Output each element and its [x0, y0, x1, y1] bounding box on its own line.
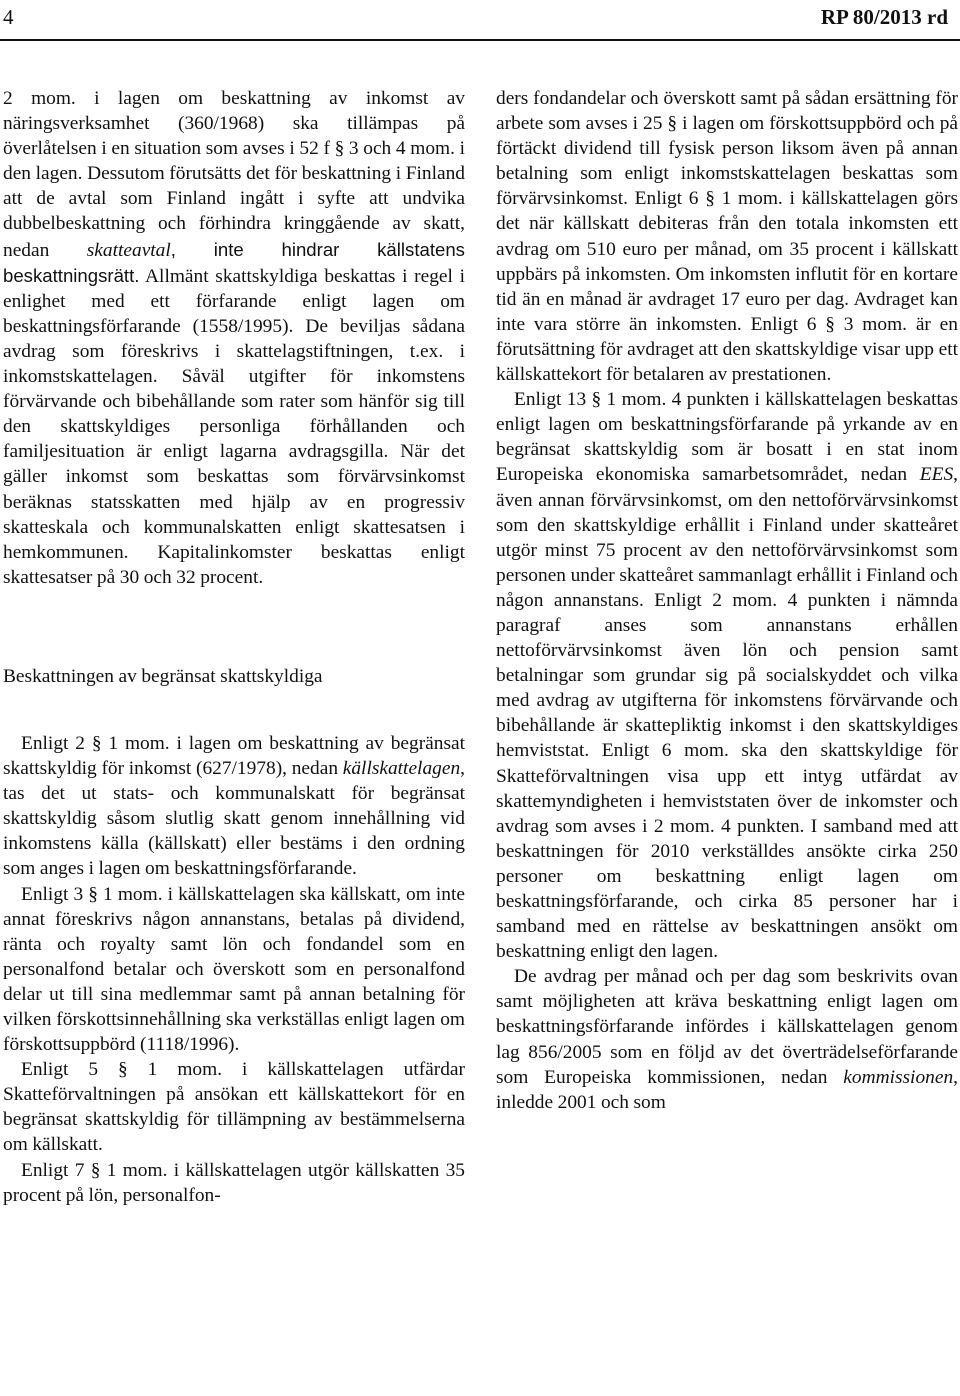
- paragraph-text: 2 mom. i lagen om beskattning av inkomst av näringsverksamhet (360/1968) ska tillämpas på överlåtelsen i en situation som avses i 52 f § 3 och 4 mom. i den lagen. Dessutom förutsätts det för beskattning i Finland att de avtal som Finland ingått i syfte att undvika dubbelbeskattning och förhindra kringgående av skatt, nedan: [3, 88, 465, 261]
- term-kommissionen: kommissionen: [843, 1066, 954, 1088]
- paragraph-text: , inte hindrar källstatens beskattningsrätt.: [3, 238, 465, 286]
- page-header: [0, 0, 960, 40]
- paragraph-deductions: [496, 964, 958, 1115]
- header-rule: [0, 39, 960, 41]
- paragraph-text: Enligt 13 § 1 mom. 4 punkten i källskattelagen beskattas enligt lagen om beskattningsförfarande på yrkande av en begränsat skattskyldig som är bosatt i en stat inom Europeiska ekonomiska samarbetsområdet, nedan: [496, 389, 958, 486]
- page-number: 4: [3, 5, 14, 29]
- paragraph-text: , inledde 2001 och som: [496, 1066, 958, 1113]
- paragraph-text: , tas det ut stats- och kommunalskatt för begränsat skattskyldig såsom slutlig skatt genom innehållning vid inkomstens källa (källskatt) eller bestäms i den ordning som anges i lagen om beskattningsförfarande.: [3, 758, 465, 880]
- paragraph-intro: [3, 86, 465, 590]
- paragraph-text: De avdrag per månad och per dag som beskrivits ovan samt möjligheten att kräva beskattning enligt lagen om beskattningsförfarande infördes i källskattelagen genom lag 856/2005 som en följd av det överträdelseförfarande som Europeiska kommissionen, nedan: [496, 966, 958, 1088]
- section-heading: Beskattningen av begränsat skattskyldiga: [3, 665, 323, 687]
- document-id: RP 80/2013 rd: [820, 5, 948, 29]
- term-skatteavtal: skatteavtal: [86, 239, 171, 261]
- paragraph-13-section-1: [496, 387, 958, 964]
- paragraph-3-section-1: Enligt 3 § 1 mom. i källskattelagen ska källskatt, om inte annat föreskrivs någon annanstans, betalas på dividend, ränta och royalty samt lön och fondandel som en personalfond betalar och överskott som en personalfond delar ut till sina medlemmar samt på annan betalning för vilken förskottsinnehållning ska verkställas enligt lagen om förskottsuppbörd (1118/1996).: [3, 883, 465, 1056]
- term-ees: EES: [919, 464, 954, 486]
- paragraph-5-section-1: Enligt 5 § 1 mom. i källskattelagen utfärdar Skatteförvaltningen på ansökan ett källskattekort för en begränsat skattskyldig för tillämpning av bestämmelserna om källskatt.: [3, 1059, 465, 1156]
- paragraph-text: ders fondandelar och överskott samt på sådan ersättning för arbete som avses i 25 § i lagen om förskottsuppbörd och på förtäckt dividend till fysisk person liksom även på annan betalning som enligt inkomstskattelagen beskattas som förvärvsinkomst. Enligt 6 § 1 mom. i källskattelagen görs det när källskatt debiteras från den totala inkomsten ett avdrag om 510 euro per månad, om 35 procent i källskatt uppbärs på inkomsten. Om inkomsten influtit för en kortare tid än en månad är avdraget 17 euro per dag. Avdraget kan inte vara större än inkomsten. Enligt 6 § 3 mom. är en förutsättning för avdraget att den skattskyldige visar upp ett källskattekort för betalaren av prestationen.: [496, 88, 958, 386]
- left-column: [3, 86, 465, 1208]
- right-column: [496, 86, 958, 1115]
- paragraph-2-section-1: [3, 731, 465, 882]
- paragraph-text: , även annan förvärvsinkomst, om den nettoförvärvsinkomst som den skattskyldige erhållit i Finland under skatteåret utgör minst 75 procent av den nettoförvärvsinkomst som personen under skatteåret sammanlagt erhållit i Finland och någon annanstans. Enligt 2 mom. 4 punkten i nämnda paragraf anses som annanstans erhållen nettoförvärvsinkomst även lön och pension samt betalningar som grundar sig på socialskyddet och vilka med avdrag av utgifterna för inkomstens förvärvande och bibehållande är skattepliktig inkomst i den skattskyldiges hemviststat. Enligt 6 mom. ska den skattskyldige för Skatteförvaltningen visa upp ett intyg utfärdat av skattemyndigheten i hemviststaten över de inkomster och avdrag som avses i 2 mom. 4 punkten. I samband med att beskattningen för 2010 verkställdes ansökte cirka 250 personer om beskattning enligt lagen om beskattningsförfarande, och cirka 85 personer har i samband med en rättelse av beskattningen ansökt om beskattning enligt den lagen.: [496, 464, 958, 963]
- term-kallskattelagen: källskattelagen: [342, 758, 461, 780]
- paragraph-7-section-1: Enligt 7 § 1 mom. i källskattelagen utgör källskatten 35 procent på lön, personalfon-: [3, 1159, 465, 1206]
- paragraph-text: Allmänt skattskyldiga beskattas i regel i enlighet med ett förfarande enligt lagen om beskattningsförfarande (1558/1995). De beviljas sådana avdrag som föreskrivs i skattelagstiftningen, t.ex. i inkomstskattelagen. Såväl utgifter för inkomstens förvärvande och bibehållande som rater som hänför sig till den skattskyldiges personliga förhållanden och familjesituation är enligt lagarna avdragsgilla. När det gäller inkomst som beskattas som förvärvsinkomst beräknas statsskatten med hjälp av en progressiv skatteskala och kommunalskatten enligt skattesatsen i hemkommunen. Kapitalinkomster beskattas enligt skattesatser på 30 och 32 procent.: [3, 265, 465, 588]
- paragraph-text: Enligt 2 § 1 mom. i lagen om beskattning av begränsat skattskyldig för inkomst (627/1978), nedan: [3, 732, 465, 780]
- paragraph-continued: [496, 86, 958, 387]
